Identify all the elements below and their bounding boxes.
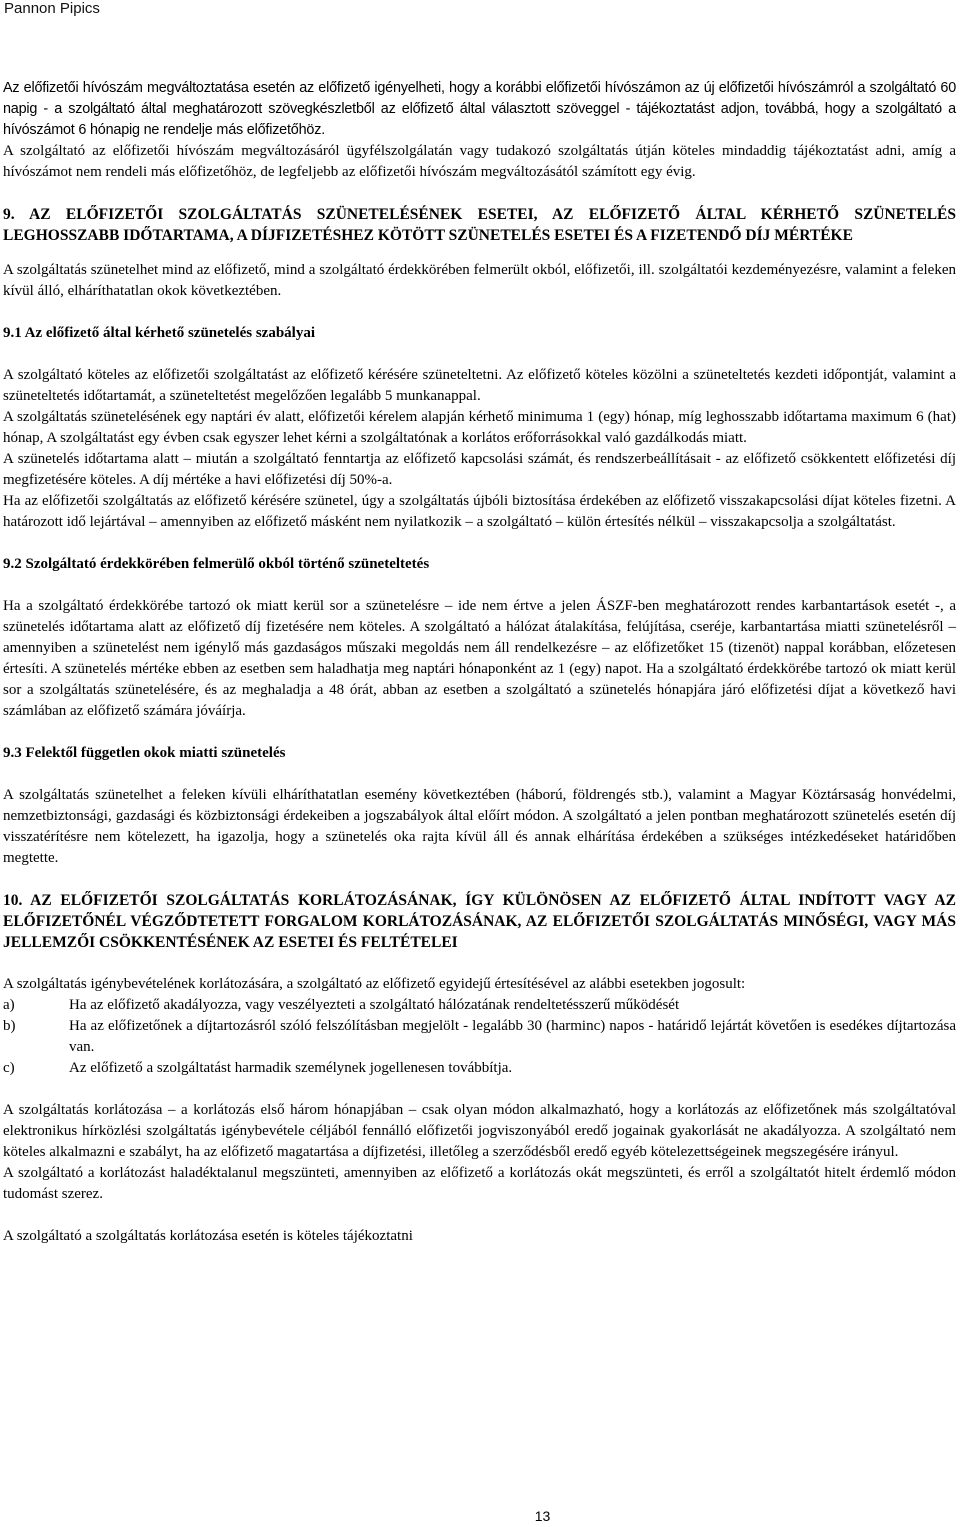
section-10-paragraph-3: A szolgáltató a szolgáltatás korlátozása esetén is köteles tájékoztatni — [3, 1228, 413, 1244]
section-9-intro: A szolgáltatás szünetelhet mind az előfizető, mind a szolgáltató érdekkörében felmerült okból, előfizetői, ill. szolgáltatói kezdeményezésre, valamint a feleken kívül álló, elháríthatatlan okok következtében. — [3, 262, 956, 299]
list-item-text: Az előfizető a szolgáltatást harmadik személynek jogellenesen továbbítja. — [69, 1060, 513, 1076]
list-marker: a) — [3, 997, 15, 1013]
section-10-paragraph-1: A szolgáltatás korlátozása – a korlátozás első három hónapjában – csak olyan módon alkalmazható, hogy a korlátozás az előfizetőnek más szolgáltatóval elektronikus hírközlési szolgáltatás igénybevétele céljából fennálló előfizetői jogviszonyából eredő jogainak gyakorlását ne akadályozza. A szolgáltató nem köteles alkalmazni e szabályt, ha az előfizető magatartása a díjfizetési, illetőleg a szerződésből eredő egyéb kötelezettségeinek megszegésére irányul. — [3, 1102, 956, 1160]
section-9-1-paragraph-2: A szolgáltatás szünetelésének egy naptári év alatt, előfizetői kérelem alapján kérhető minimuma 1 (egy) hónap, míg leghosszabb időtartama maximum 6 (hat) hónap, A szolgáltatást egy évben csak egyszer lehet kérni a szolgáltatónak a korlátos erőforrásokkal való gazdálkodás miatt. — [3, 409, 956, 446]
section-9-1-paragraph-3: A szünetelés időtartama alatt – miután a szolgáltató fenntartja az előfizető kapcsolási számát, és rendszerbeállításait - az előfizető csökkentett előfizetési díj megfizetésére köteles. A díj mértéke a havi előfizetési díj 50%-a. — [3, 451, 956, 488]
section-9-1-paragraph-4: Ha az előfizetői szolgáltatás az előfizető kérésére szünetel, úgy a szolgáltatás újbóli biztosítása érdekében az előfizető visszakapcsolási díjat köteles fizetni. A határozott idő lejártával – amennyiben az előfizető másként nem nyilatkozik – a szolgáltató – külön értesítés nélkül – visszakapcsolja a szolgáltatást. — [3, 493, 956, 530]
section-10-intro: A szolgáltatás igénybevételének korlátozására, a szolgáltató az előfizető egyidejű értesítésével az alábbi esetekben jogosult: — [3, 976, 746, 992]
section-9-1-heading: 9.1 Az előfizető által kérhető szünetelés szabályai — [3, 325, 316, 341]
page-number: 13 — [534, 1508, 551, 1524]
site-title: Pannon Pipics — [4, 0, 100, 17]
list-item-text: Ha az előfizető akadályozza, vagy veszélyezteti a szolgáltató hálózatának rendeltetésszerű működését — [69, 997, 680, 1013]
list-item-c — [3, 1058, 956, 1079]
list-item-a — [3, 995, 956, 1016]
section-9-heading: 9. AZ ELŐFIZETŐI SZOLGÁLTATÁS SZÜNETELÉSÉNEK ESETEI, AZ ELŐFIZETŐ ÁLTAL KÉRHETŐ SZÜNETELÉS LEGHOSSZABB IDŐTARTAMA, A DÍJFIZETÉSHEZ KÖTÖTT SZÜNETELÉS ESETEI ÉS A FIZETENDŐ DÍJ MÉRTÉKE — [3, 206, 956, 244]
section-9-3-heading: 9.3 Felektől független okok miatti szünetelés — [3, 745, 286, 761]
section-9-2-heading: 9.2 Szolgáltató érdekkörében felmerülő okból történő szüneteltetés — [3, 556, 430, 572]
intro-paragraph-1: Az előfizetői hívószám megváltoztatása esetén az előfizető igényelheti, hogy a korábbi előfizetői hívószámon az új előfizetői hívószámról a szolgáltató 60 napig - a szolgáltató által meghatározott szövegkészletből az előfizető által választott szöveggel - tájékoztatást adjon, továbbá, hogy a szolgáltató a hívószámot 6 hónapig ne rendelje más előfizetőhöz. — [3, 80, 956, 138]
document-body — [0, 78, 960, 1247]
intro-paragraph-2: A szolgáltató az előfizetői hívószám megváltozásáról ügyfélszolgálatán vagy tudakozó szolgáltatás útján köteles mindaddig tájékoztatást adni, amíg a hívószámot nem rendeli más előfizetőhöz, de legfeljebb az előfizetői hívószám megváltozásától számított egy évig. — [3, 143, 956, 180]
section-9-2-paragraph-1: Ha a szolgáltató érdekkörébe tartozó ok miatt kerül sor a szünetelésre – ide nem értve a jelen ÁSZF-ben meghatározott rendes karbantartások esetét -, a szünetelés időtartama alatt az előfizető díj fizetésére nem köteles. A szolgáltató a hálózat átalakítása, felújítása, cseréje, karbantartása miatti szünetelésről – amennyiben a szünetelést nem igénylő más gazdaságos műszaki megoldás nem áll rendelkezésre – az előfizetőket 15 (tizenöt) nappal korábban, előzetesen értesíti. A szünetelés mértéke ebben az esetben sem haladhatja meg naptári hónaponként az 1 (egy) napot. Ha a szolgáltató érdekkörébe tartozó ok miatt kerül sor a szolgáltatás szünetelésére, és az meghaladja a 48 órát, abban az esetben a szolgáltató a szünetelés hónapjára járó előfizetési díjat a következő havi számlában az előfizető számára jóváírja. — [3, 598, 956, 719]
section-10-heading: 10. AZ ELŐFIZETŐI SZOLGÁLTATÁS KORLÁTOZÁSÁNAK, ÍGY KÜLÖNÖSEN AZ ELŐFIZETŐ ÁLTAL INDÍTOTT VAGY AZ ELŐFIZETŐNÉL VÉGZŐDTETETT FORGALOM KORLÁTOZÁSÁNAK, AZ ELŐFIZETŐI SZOLGÁLTATÁS MINŐSÉGI, VAGY MÁS JELLEMZŐI CSÖKKENTÉSÉNEK AZ ESETEI ÉS FELTÉTELEI — [3, 892, 956, 951]
list-marker: b) — [3, 1018, 16, 1034]
list-marker: c) — [3, 1060, 15, 1076]
list-item-text: Ha az előfizetőnek a díjtartozásról szóló felszólításban megjelölt - legalább 30 (harminc) napos - határidő lejártát követően is esedékes díjtartozása van. — [69, 1018, 956, 1055]
section-9-1-paragraph-1: A szolgáltató köteles az előfizetői szolgáltatást az előfizető kérésére szüneteltetni. Az előfizető köteles közölni a szüneteltetés kezdeti időpontját, valamint a szüneteltetés időtartamát, a szüneteltetést megelőzően legalább 5 munkanappal. — [3, 367, 956, 404]
section-9-3-paragraph-1: A szolgáltatás szünetelhet a feleken kívüli elháríthatatlan esemény következtében (háború, földrengés stb.), valamint a Magyar Köztársaság honvédelmi, nemzetbiztonsági, gazdasági és közbiztonsági érdekeiben a jogszabályok által előírt módon. A szolgáltató a jelen pontban meghatározott szünetelés esetén díj visszatérítésre nem kötelezett, ha igazolja, hogy a szünetelés oka rajta kívül áll és annak elhárítása érdekében a szükséges intézkedéseket határidőben megtette. — [3, 787, 956, 866]
list-item-b — [3, 1016, 956, 1058]
section-10-paragraph-2: A szolgáltató a korlátozást haladéktalanul megszünteti, amennyiben az előfizető a korlátozás okát megszünteti, és erről a szolgáltatót hitelt érdemlő módon tudomást szerez. — [3, 1165, 956, 1202]
